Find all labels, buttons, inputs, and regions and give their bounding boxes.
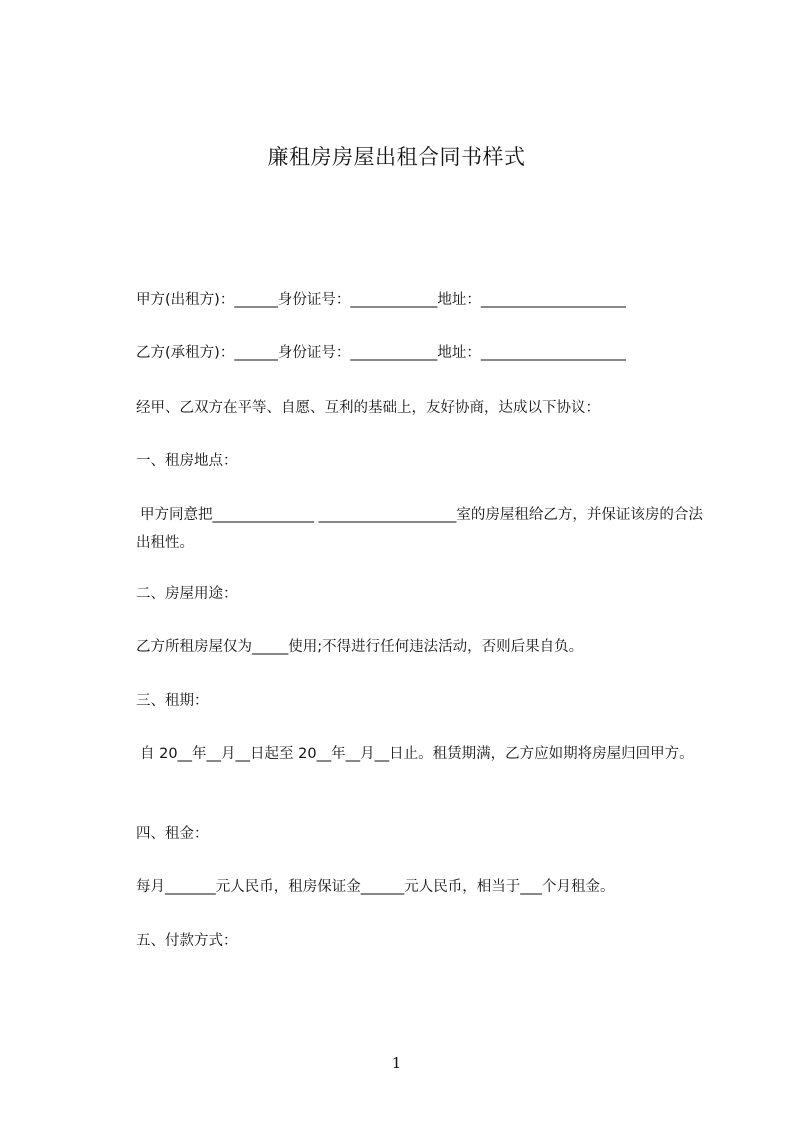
party-b-line: 乙方(承租方)：______身份证号：____________地址：____________________ [136,345,626,361]
party-a-line: 甲方(出租方)：______身份证号：____________地址：____________________ [136,292,626,308]
intro-paragraph: 经甲、乙双方在平等、自愿、互利的基础上，友好协商，达成以下协议： [136,400,600,416]
section4-body: 每月_______元人民币，租房保证金______元人民币，相当于___个月租金。 [136,879,615,895]
section1-heading: 一、租房地点： [136,453,238,469]
section3-body: 自 20__年__月__日起至 20__年__月__日止。租赁期满，乙方应如期将房屋归回甲方。 [140,746,694,762]
page-number: 1 [391,1054,402,1072]
section3-heading: 三、租期： [136,693,209,709]
section2-heading: 二、房屋用途： [136,586,238,602]
section5-heading: 五、付款方式： [136,933,238,949]
document-title: 廉租房房屋出租合同书样式 [267,145,526,169]
section4-heading: 四、租金： [136,826,209,842]
section2-body: 乙方所租房屋仅为_____使用;不得进行任何违法活动，否则后果自负。 [136,639,584,655]
section1-body: 甲方同意把______________ ___________________室的房屋租给乙方，并保证该房的合法出租性。 [136,507,703,551]
